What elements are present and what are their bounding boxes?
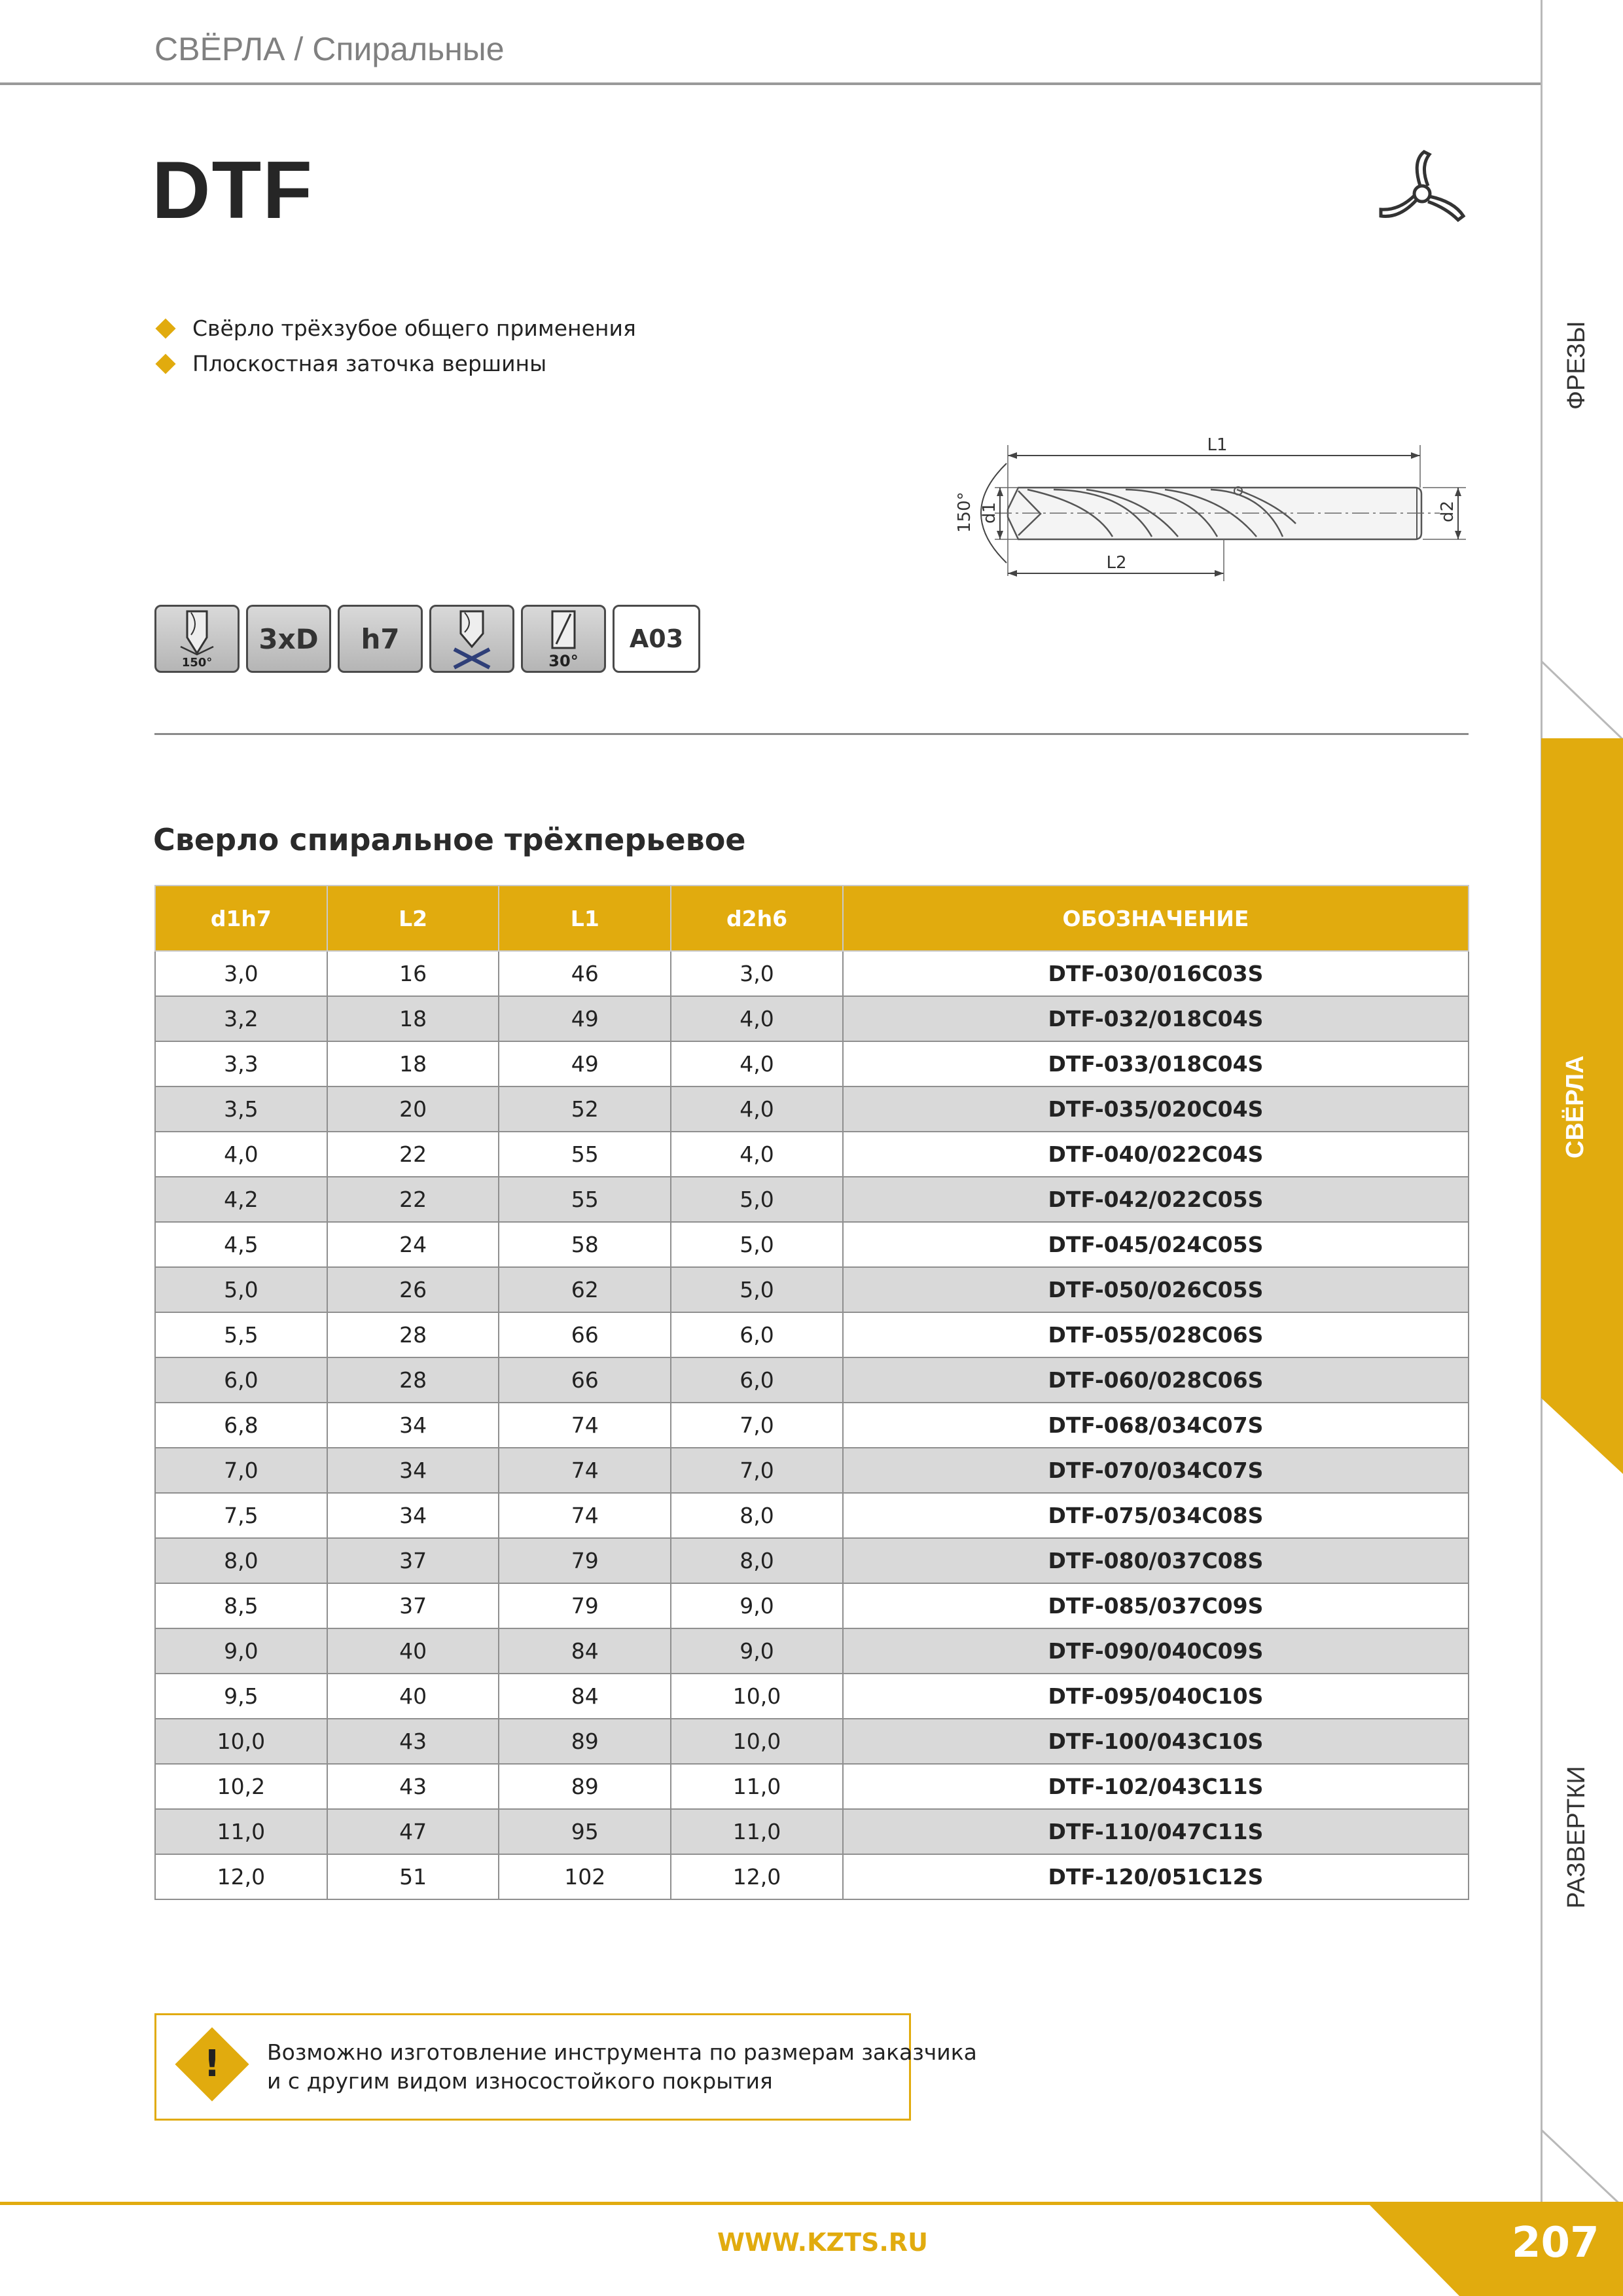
- cell-code: DTF-068/034C07S: [843, 1403, 1469, 1448]
- table-row: [155, 951, 1469, 996]
- table-cell: 34: [327, 1493, 499, 1538]
- table-cell: 12,0: [155, 1854, 327, 1899]
- table-cell: 11,0: [671, 1809, 843, 1854]
- table-cell: 24: [327, 1222, 499, 1267]
- table-cell: 89: [499, 1764, 671, 1809]
- dim-d1-label: d1: [980, 501, 999, 524]
- table-row: [155, 1403, 1469, 1448]
- cell-code: DTF-032/018C04S: [843, 996, 1469, 1041]
- table-row: [155, 1538, 1469, 1583]
- table-header-row: [155, 886, 1469, 951]
- table-row: [155, 1764, 1469, 1809]
- cell-code: DTF-042/022C05S: [843, 1177, 1469, 1222]
- badge-point-angle: [154, 605, 240, 673]
- table-cell: 26: [327, 1267, 499, 1312]
- cell-code: DTF-095/040C10S: [843, 1674, 1469, 1719]
- table-cell: 3,3: [155, 1041, 327, 1086]
- table-cell: 10,0: [671, 1719, 843, 1764]
- table-cell: 47: [327, 1809, 499, 1854]
- table-row: [155, 1583, 1469, 1628]
- table-cell: 3,2: [155, 996, 327, 1041]
- table-cell: 40: [327, 1628, 499, 1674]
- header-code: ОБОЗНАЧЕНИЕ: [843, 886, 1469, 951]
- table-row: [155, 1177, 1469, 1222]
- table-cell: 62: [499, 1267, 671, 1312]
- table-row: [155, 1357, 1469, 1403]
- table-cell: 9,0: [671, 1628, 843, 1674]
- badge-coolant: [429, 605, 514, 673]
- side-tab-reamers[interactable]: РАЗВЕРТКИ: [1563, 1766, 1590, 1909]
- table-cell: 34: [327, 1448, 499, 1493]
- table-cell: 6,0: [671, 1312, 843, 1357]
- note-box: [154, 2013, 911, 2121]
- cell-code: DTF-080/037C08S: [843, 1538, 1469, 1583]
- table-row: [155, 1674, 1469, 1719]
- table-cell: 10,2: [155, 1764, 327, 1809]
- table-cell: 7,0: [671, 1403, 843, 1448]
- table-cell: 6,0: [155, 1357, 327, 1403]
- dim-angle-label: 150°: [955, 492, 974, 533]
- table-cell: 7,0: [155, 1448, 327, 1493]
- badge-coating: A03: [613, 605, 700, 673]
- table-cell: 3,0: [155, 951, 327, 996]
- table-cell: 55: [499, 1177, 671, 1222]
- cell-code: DTF-050/026C05S: [843, 1267, 1469, 1312]
- dim-l2-label: L2: [1106, 553, 1127, 573]
- table-cell: 5,0: [671, 1177, 843, 1222]
- table-cell: 95: [499, 1809, 671, 1854]
- table-cell: 8,0: [671, 1493, 843, 1538]
- table-cell: 16: [327, 951, 499, 996]
- table-cell: 43: [327, 1764, 499, 1809]
- cell-code: DTF-055/028C06S: [843, 1312, 1469, 1357]
- table-cell: 5,5: [155, 1312, 327, 1357]
- table-cell: 4,2: [155, 1177, 327, 1222]
- table-cell: 4,0: [155, 1132, 327, 1177]
- table-cell: 55: [499, 1132, 671, 1177]
- table-cell: 10,0: [671, 1674, 843, 1719]
- table-cell: 5,0: [671, 1267, 843, 1312]
- table-row: [155, 1086, 1469, 1132]
- table-cell: 12,0: [671, 1854, 843, 1899]
- table-cell: 8,5: [155, 1583, 327, 1628]
- table-cell: 40: [327, 1674, 499, 1719]
- table-cell: 84: [499, 1628, 671, 1674]
- bullet-diamond-icon: [155, 353, 175, 374]
- table-row: [155, 1448, 1469, 1493]
- table-row: [155, 1312, 1469, 1357]
- drill-cross-section-icon: [1373, 148, 1471, 240]
- spec-table: [154, 885, 1469, 1900]
- table-cell: 49: [499, 1041, 671, 1086]
- cell-code: DTF-100/043C10S: [843, 1719, 1469, 1764]
- table-cell: 18: [327, 996, 499, 1041]
- table-cell: 52: [499, 1086, 671, 1132]
- dim-d2-label: d2: [1438, 500, 1457, 522]
- table-row: [155, 1809, 1469, 1854]
- table-cell: 9,5: [155, 1674, 327, 1719]
- cell-code: DTF-070/034C07S: [843, 1448, 1469, 1493]
- page-number: 207: [1512, 2219, 1599, 2267]
- table-cell: 11,0: [671, 1764, 843, 1809]
- table-cell: 74: [499, 1403, 671, 1448]
- table-cell: 43: [327, 1719, 499, 1764]
- badge-tolerance: h7: [338, 605, 423, 673]
- table-row: [155, 1132, 1469, 1177]
- table-cell: 102: [499, 1854, 671, 1899]
- coolant-icon: [436, 607, 508, 670]
- bullet-diamond-icon: [155, 318, 175, 338]
- table-cell: 9,0: [671, 1583, 843, 1628]
- cell-code: DTF-040/022C04S: [843, 1132, 1469, 1177]
- table-cell: 79: [499, 1583, 671, 1628]
- table-cell: 89: [499, 1719, 671, 1764]
- table-cell: 79: [499, 1538, 671, 1583]
- table-cell: 4,0: [671, 996, 843, 1041]
- cell-code: DTF-033/018C04S: [843, 1041, 1469, 1086]
- cell-code: DTF-030/016C03S: [843, 951, 1469, 996]
- page-title: DTF: [152, 145, 314, 236]
- warning-mark: !: [204, 2043, 221, 2085]
- table-cell: 37: [327, 1538, 499, 1583]
- table-cell: 8,0: [671, 1538, 843, 1583]
- cell-code: DTF-110/047C11S: [843, 1809, 1469, 1854]
- badge-depth: 3xD: [246, 605, 331, 673]
- footer-url-link[interactable]: WWW.KZTS.RU: [717, 2228, 928, 2257]
- table-cell: 84: [499, 1674, 671, 1719]
- feature-item: [154, 315, 636, 341]
- table-row: [155, 1719, 1469, 1764]
- table-row: [155, 1493, 1469, 1538]
- header-d2: d2h6: [671, 886, 843, 951]
- table-cell: 28: [327, 1357, 499, 1403]
- table-cell: 8,0: [155, 1538, 327, 1583]
- breadcrumb: СВЁРЛА / Спиральные: [154, 31, 505, 67]
- feature-text: Свёрло трёхзубое общего применения: [192, 315, 636, 341]
- table-row: [155, 1222, 1469, 1267]
- table-cell: 9,0: [155, 1628, 327, 1674]
- point-angle-icon: [161, 607, 233, 670]
- table-cell: 66: [499, 1357, 671, 1403]
- cell-code: DTF-035/020C04S: [843, 1086, 1469, 1132]
- table-cell: 20: [327, 1086, 499, 1132]
- header-d1: d1h7: [155, 886, 327, 951]
- side-tab-mills[interactable]: ФРЕЗЫ: [1563, 321, 1590, 410]
- badge-helix-text: 30°: [548, 652, 579, 670]
- table-cell: 66: [499, 1312, 671, 1357]
- dim-l1-label: L1: [1207, 435, 1228, 455]
- table-cell: 28: [327, 1312, 499, 1357]
- header-l1: L1: [499, 886, 671, 951]
- table-cell: 46: [499, 951, 671, 996]
- cell-code: DTF-075/034C08S: [843, 1493, 1469, 1538]
- table-row: [155, 1267, 1469, 1312]
- table-cell: 34: [327, 1403, 499, 1448]
- table-cell: 58: [499, 1222, 671, 1267]
- badge-helix-angle: [521, 605, 606, 673]
- feature-text: Плоскостная заточка вершины: [192, 351, 547, 376]
- table-cell: 4,0: [671, 1041, 843, 1086]
- cell-code: DTF-060/028C06S: [843, 1357, 1469, 1403]
- table-cell: 7,0: [671, 1448, 843, 1493]
- note-text-line: и с другим видом износостойкого покрытия: [267, 2068, 773, 2094]
- table-cell: 6,0: [671, 1357, 843, 1403]
- cell-code: DTF-045/024C05S: [843, 1222, 1469, 1267]
- table-cell: 10,0: [155, 1719, 327, 1764]
- cell-code: DTF-090/040C09S: [843, 1628, 1469, 1674]
- table-cell: 6,8: [155, 1403, 327, 1448]
- table-row: [155, 1628, 1469, 1674]
- table-cell: 74: [499, 1493, 671, 1538]
- table-cell: 4,5: [155, 1222, 327, 1267]
- table-cell: 4,0: [671, 1132, 843, 1177]
- cell-code: DTF-085/037C09S: [843, 1583, 1469, 1628]
- table-row: [155, 1854, 1469, 1899]
- feature-item: [154, 351, 546, 376]
- table-cell: 4,0: [671, 1086, 843, 1132]
- table-row: [155, 996, 1469, 1041]
- note-text-line: Возможно изготовление инструмента по размерам заказчика: [267, 2039, 977, 2065]
- badge-angle-text: 150°: [181, 656, 213, 670]
- drill-dimension-diagram: [929, 425, 1505, 589]
- table-cell: 5,0: [671, 1222, 843, 1267]
- table-cell: 51: [327, 1854, 499, 1899]
- table-cell: 74: [499, 1448, 671, 1493]
- table-cell: 18: [327, 1041, 499, 1086]
- table-row: [155, 1041, 1469, 1086]
- table-cell: 5,0: [155, 1267, 327, 1312]
- table-cell: 37: [327, 1583, 499, 1628]
- side-tab-drills[interactable]: СВЁРЛА: [1561, 1055, 1589, 1158]
- header-l2: L2: [327, 886, 499, 951]
- table-cell: 7,5: [155, 1493, 327, 1538]
- header-divider: [0, 82, 1541, 85]
- table-cell: 3,5: [155, 1086, 327, 1132]
- table-cell: 11,0: [155, 1809, 327, 1854]
- table-cell: 49: [499, 996, 671, 1041]
- helix-angle-icon: [527, 607, 599, 670]
- cell-code: DTF-102/043C11S: [843, 1764, 1469, 1809]
- table-cell: 3,0: [671, 951, 843, 996]
- table-cell: 22: [327, 1177, 499, 1222]
- section-divider: [154, 733, 1469, 735]
- cell-code: DTF-120/051C12S: [843, 1854, 1469, 1899]
- table-title: Сверло спиральное трёхперьевое: [153, 822, 746, 857]
- table-body: [155, 951, 1469, 1899]
- table-cell: 22: [327, 1132, 499, 1177]
